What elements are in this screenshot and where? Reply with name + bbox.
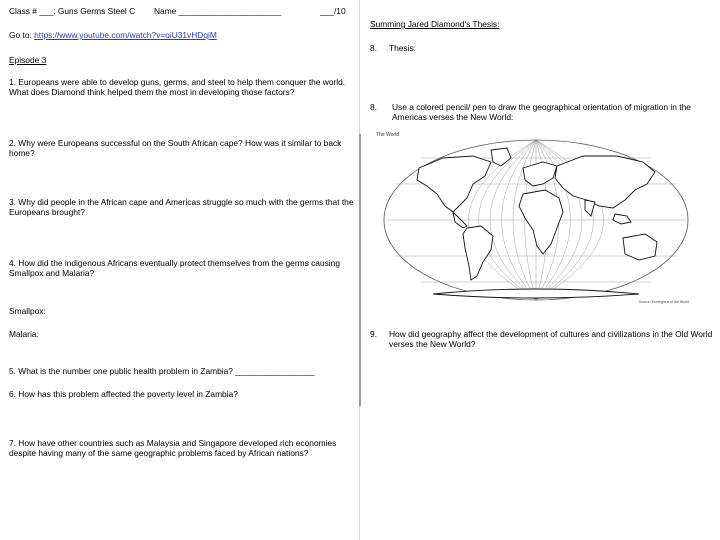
malaria-label: Malaria: xyxy=(9,329,39,339)
world-map xyxy=(373,128,693,308)
question-1: 1. Europeans were able to develop guns, germs, and steel to help them conquer the world. What does Diamond think helped them the most in developing those factors? xyxy=(9,77,346,98)
score-field: ___/10 xyxy=(320,6,346,16)
item-number-8a: 8. xyxy=(370,43,377,53)
item-number-9: 9. xyxy=(370,329,377,339)
geography-question: How did geography affect the development of cultures and civilizations in the Old World verses the New World? xyxy=(389,329,713,350)
goto-line xyxy=(9,30,217,40)
migration-question: Use a colored pencil/ pen to draw the geographical orientation of migration in the Americas verses the New World: xyxy=(392,102,691,123)
video-link[interactable]: https://www.youtube.com/watch?v=oiU31vHDqiM xyxy=(34,30,217,40)
class-field: Class # ___: Guns Germs Steel C xyxy=(9,6,136,16)
column-divider-accent xyxy=(359,134,361,406)
question-5: 5. What is the number one public health problem in Zambia? _________________ xyxy=(9,366,315,376)
episode-heading: Episode 3 xyxy=(9,55,47,65)
question-2: 2. Why were Europeans successful on the South African cape? How was it similar to back home? xyxy=(9,138,342,159)
question-7: 7. How have other countries such as Malaysia and Singapore developed rich economies despite having many of the same geographic problems faced by African nations? xyxy=(9,438,337,459)
goto-prefix: Go to: xyxy=(9,30,32,40)
name-field: Name ______________________ xyxy=(154,6,282,16)
thesis-heading: Summing Jared Diamond's Thesis: xyxy=(370,19,500,29)
question-4: 4. How did the indigenous Africans eventually protect themselves from the germs causing Smallpox and Malaria? xyxy=(9,258,340,279)
smallpox-label: Smallpox: xyxy=(9,306,46,316)
map-credit: Source: Ecoregions of the World xyxy=(638,299,689,304)
thesis-label: Thesis: xyxy=(389,43,416,53)
world-map-graphic xyxy=(373,128,693,308)
question-3: 3. Why did people in the African cape and Americas struggle so much with the germs that the Europeans brought? xyxy=(9,197,354,218)
item-number-8b: 8. xyxy=(370,102,377,112)
map-title: The World xyxy=(376,132,399,138)
question-6: 6. How has this problem affected the poverty level in Zambia? xyxy=(9,389,238,399)
